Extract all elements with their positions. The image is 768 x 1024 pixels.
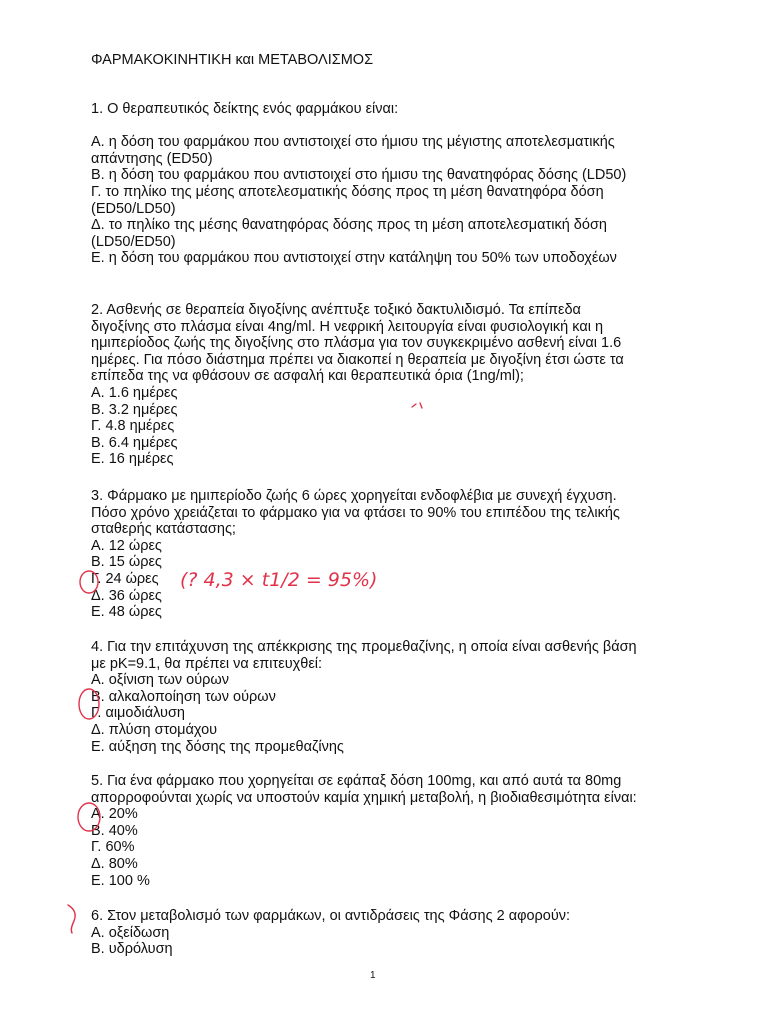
question-3-option: Α. 12 ώρες: [91, 537, 162, 554]
question-3-stem-line: 3. Φάρμακο με ημιπερίοδο ζωής 6 ώρες χορηγείται ενδοφλέβια με συνεχή έγχυση.: [91, 488, 617, 504]
question-2-option: Ε. 16 ημέρες: [91, 451, 174, 468]
question-2-option: Γ. 4.8 ημέρες: [91, 418, 175, 435]
handwritten-note-q3: (? 4,3 × t1/2 = 95%): [180, 569, 378, 591]
question-2-stem-line: ημιπερίοδος ζωής της διγοξίνης στο πλάσμα για τον συγκεκριμένο ασθενή είναι 1.6: [91, 335, 622, 352]
question-6-option: Α. οξείδωση: [91, 924, 170, 941]
question-1-option-line: Δ. το πηλίκο της μέσης θανατηφόρας δόσης προς τη μέση αποτελεσματική δόση: [91, 217, 607, 234]
question-5-option: Δ. 80%: [91, 855, 138, 872]
question-5-option: Ε. 100 %: [91, 872, 150, 889]
question-4-stem-line: 4. Για την επιτάχυνση της απέκκρισης της προμεθαζίνης, η οποία είναι ασθενής βάση: [91, 639, 637, 655]
document-title: ΦΑΡΜΑΚΟΚΙΝΗΤΙΚΗ και ΜΕΤΑΒΟΛΙΣΜΟΣ: [91, 52, 374, 68]
question-3-stem-line: σταθερής κατάστασης;: [91, 521, 236, 538]
question-4-option: Β. αλκαλοποίηση των ούρων: [91, 688, 276, 705]
question-5-option: Β. 40%: [91, 822, 138, 839]
question-6-option: Β. υδρόλυση: [91, 941, 173, 958]
question-5-option: Γ. 60%: [91, 839, 135, 856]
question-1-option-line: απάντησης (ED50): [91, 150, 213, 167]
question-3-option: Δ. 36 ώρες: [91, 587, 162, 604]
question-4-option: Δ. πλύση στομάχου: [91, 721, 218, 738]
question-2-stem-line: ημέρες. Για πόσο διάστημα πρέπει να διακοπεί η θεραπεία με διγοξίνη έτσι ώστε τα: [91, 351, 624, 368]
question-2-stem-line: επίπεδα της να φθάσουν σε ασφαλή και θεραπευτικά όρια (1ng/ml);: [91, 368, 524, 385]
question-1-option-line: (ED50/LD50): [91, 200, 176, 217]
question-4-stem-line: με pK=9.1, θα πρέπει να επιτευχθεί:: [91, 655, 323, 672]
question-5-stem-line: απορροφούνται χωρίς να υποστούν καμία χημική μεταβολή, η βιοδιαθεσιμότητα είναι:: [91, 789, 637, 806]
question-3-option: Ε. 48 ώρες: [91, 604, 162, 621]
answer-circle-q4: [79, 689, 99, 719]
answer-circle-q5: [78, 803, 100, 831]
question-4-option: Α. οξίνιση των ούρων: [91, 672, 229, 689]
question-3-option: Β. 15 ώρες: [91, 554, 162, 571]
question-4-option: Ε. αύξηση της δόσης της προμεθαζίνης: [91, 738, 344, 755]
question-1-option-line: (LD50/ED50): [91, 233, 176, 250]
question-1-option-line: Β. η δόση του φαρμάκου που αντιστοιχεί στο ήμισυ της θανατηφόρας δόσης (LD50): [91, 167, 627, 184]
question-2-stem-line: διγοξίνης στο πλάσμα είναι 4ng/ml. Η νεφρική λειτουργία είναι φυσιολογική και η: [91, 318, 604, 335]
pen-mark: [412, 403, 422, 408]
question-5-option: Α. 20%: [91, 806, 138, 823]
margin-bracket-q6: [68, 905, 75, 933]
question-1-stem: 1. Ο θεραπευτικός δείκτης ενός φαρμάκου είναι:: [91, 101, 399, 117]
question-1-option-line: Ε. η δόση του φαρμάκου που αντιστοιχεί στην κατάληψη του 50% των υποδοχέων: [91, 250, 617, 267]
question-2-option: Β. 6.4 ημέρες: [91, 434, 178, 451]
answer-circle-q3: [80, 571, 98, 593]
question-5-stem-line: 5. Για ένα φάρμακο που χορηγείται σε εφάπαξ δόση 100mg, και από αυτά τα 80mg: [91, 773, 622, 789]
page-number: 1: [370, 970, 376, 981]
question-3-stem-line: Πόσο χρόνο χρειάζεται το φάρμακο για να φτάσει το 90% του επιπέδου της τελικής: [91, 504, 620, 521]
question-2-stem-line: 2. Ασθενής σε θεραπεία διγοξίνης ανέπτυξε τοξικό δακτυλιδισμό. Τα επίπεδα: [91, 302, 581, 318]
question-3-option: Γ. 24 ώρες: [91, 570, 159, 587]
question-2-option: Α. 1.6 ημέρες: [91, 384, 178, 401]
question-1-option-line: Γ. το πηλίκο της μέσης αποτελεσματικής δόσης προς τη μέση θανατηφόρα δόση: [91, 183, 604, 200]
question-6-stem: 6. Στον μεταβολισμό των φαρμάκων, οι αντιδράσεις της Φάσης 2 αφορούν:: [91, 908, 571, 924]
question-1-option-line: Α. η δόση του φαρμάκου που αντιστοιχεί στο ήμισυ της μέγιστης αποτελεσματικής: [91, 134, 615, 151]
question-2-option: Β. 3.2 ημέρες: [91, 401, 178, 418]
question-4-option: Γ. αιμοδιάλυση: [91, 705, 185, 722]
